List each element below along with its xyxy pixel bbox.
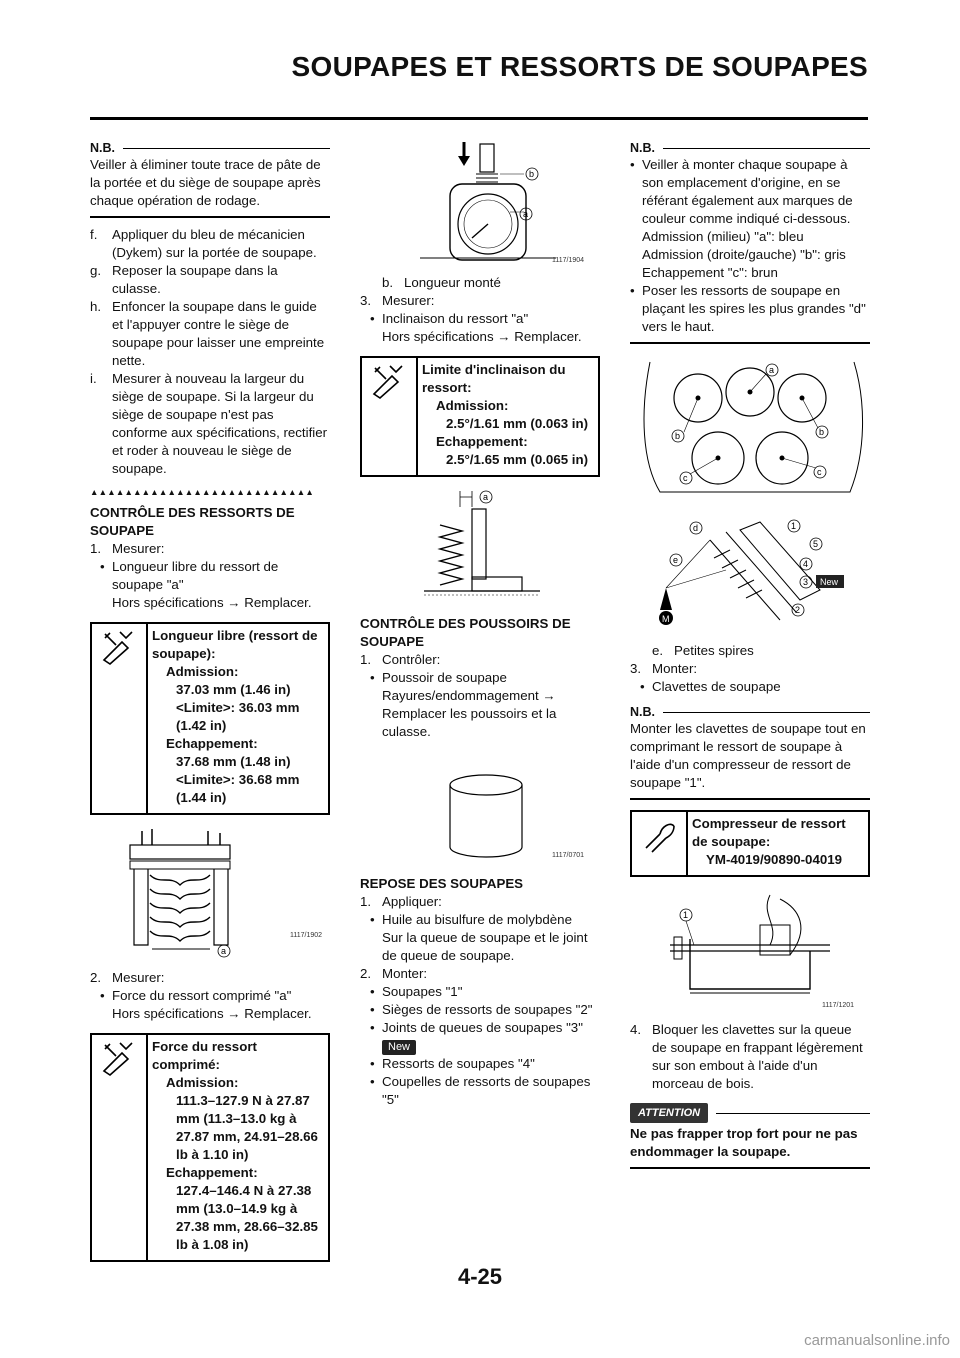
fig1-label-a: a <box>221 946 227 956</box>
svg-text:d: d <box>693 523 699 533</box>
svg-text:c: c <box>683 473 688 483</box>
out-of-spec-1: Hors spécifications → Remplacer. <box>112 595 312 610</box>
spec-compressed-force: Force du ressort comprimé: Admission: 111.3–127.9 N à 27.87 mm (11.3–13.0 kg à 27.87 mm, 24.91–28.66 lb à 1.10 in) Echappement: 127.4–146.4 N à 27.38 mm (13.0–14.9 kg à 27.38 mm, 28.66–32.85 lb à 1.08 in) <box>90 1033 330 1262</box>
wrench-icon <box>92 624 148 813</box>
install-2: 2. Monter: <box>360 966 428 981</box>
column-right <box>630 140 870 1169</box>
step-h: h. Enfoncer la soupape dans le guide et l'appuyer contre le siège de soupape pour laisser une empreinte nette. <box>90 299 325 368</box>
spec-free-length: Longueur libre (ressort de soupape): Admission: 37.03 mm (1.46 in) <Limite>: 36.03 mm (1.42 in) Echappement: 37.68 mm (1.48 in) <Limite>: 36.68 mm (1.44 in) <box>90 622 330 815</box>
svg-text:1: 1 <box>683 910 689 920</box>
bullet-tilt: • Inclinaison du ressort "a" <box>370 311 529 326</box>
caution-badge: ATTENTION <box>630 1103 708 1123</box>
out-of-spec-3: Hors spécifications → Remplacer. <box>382 329 582 344</box>
fig2-code: 1117/1904 <box>552 257 585 264</box>
install-3: 3. Monter: <box>630 661 698 676</box>
apply-1: 1. Appliquer: <box>360 894 442 909</box>
svg-text:b: b <box>675 431 681 441</box>
valve-assembly-figure <box>630 510 870 634</box>
bullet-stem-seals: • Joints de queues de soupapes "3" New <box>370 1020 583 1053</box>
bullet-valves: • Soupapes "1" <box>370 984 463 999</box>
fig-label-b: b <box>529 169 535 179</box>
svg-text:5: 5 <box>813 539 819 549</box>
column-middle <box>360 140 600 1109</box>
measure-3: 3. Mesurer: <box>360 293 435 308</box>
out-of-spec-2: Hors spécifications → Remplacer. <box>112 1006 312 1021</box>
lifter-figure <box>360 749 600 867</box>
nb-label: N.B. <box>90 141 115 155</box>
compressor-figure <box>630 885 870 1013</box>
lifter-detail: Rayures/endommagement → Remplacer les poussoirs et la culasse. <box>382 688 557 739</box>
svg-text:b: b <box>819 427 825 437</box>
svg-text:2: 2 <box>795 605 801 615</box>
moly-oil-detail: Sur la queue de soupape et le joint de queue de soupape. <box>382 930 588 963</box>
nb-note <box>90 140 330 218</box>
step-g: g. Reposer la soupape dans la culasse. <box>90 263 278 296</box>
cylinder-head-figure <box>630 352 870 502</box>
caliper-figure <box>90 823 330 961</box>
bullet-compressed-force: • Force du ressort comprimé "a" <box>100 988 292 1003</box>
nb-note-3: N.B. Monter les clavettes de soupape tout en comprimant le ressort de soupape à l'aide d'un compresseur de ressort de soupape "1". <box>630 704 870 800</box>
wrench-icon <box>362 358 418 475</box>
page-number: 4-25 <box>457 1264 503 1289</box>
caution-text: Ne pas frapper trop fort pour ne pas endommager la soupape. <box>630 1125 870 1169</box>
caption-b: b. Longueur monté <box>382 275 501 290</box>
measure-1: 1. Mesurer: <box>90 541 165 556</box>
watermark: carmanualsonline.info <box>804 1332 950 1349</box>
page-title: SOUPAPES ET RESSORTS DE SOUPAPES <box>291 51 868 82</box>
step-i: i. Mesurer à nouveau la largeur du siège de soupape. Si la largeur du siège de soupape n'est pas conforme aux spécifications, rectifier et roder à nouveau le siège de soupape. <box>90 371 328 476</box>
svg-text:M: M <box>662 614 670 624</box>
bullet-lifter: • Poussoir de soupape <box>370 670 507 685</box>
bullet-cotters: • Clavettes de soupape <box>640 679 781 694</box>
bullet-springs: • Ressorts de soupapes "4" <box>370 1056 535 1071</box>
tool-icon <box>632 812 688 875</box>
step-4: 4. Bloquer les clavettes sur la queue de soupape en frappant légèrement sur son embout à l'aide d'un morceau de bois. <box>630 1022 863 1091</box>
measure-2: 2. Mesurer: <box>90 970 165 985</box>
new-badge: New <box>382 1040 416 1055</box>
end-marker: ▲▲▲▲▲▲▲▲▲▲▲▲▲▲▲▲▲▲▲▲▲▲▲▲▲▲ <box>90 487 314 497</box>
lifter-code: 1117/0701 <box>552 852 585 859</box>
nb-note-2: N.B. • Veiller à monter chaque soupape à son emplacement d'origine, en se référant également aux marques de couleur comme indiqué ci-dessous. Admission (milieu) "a": bleu Admission (droite/gauche) "b": gris Echappement "c": brun • Poser les ressorts de soupape en plaçant les spires les plus grandes "d" vers le haut. <box>630 140 870 344</box>
bullet-spring-seats: • Sièges de ressorts de soupapes "2" <box>370 1002 593 1017</box>
nb-text: Veiller à éliminer toute trace de pâte de la portée et du siège de soupape après chaque opération de rodage. <box>90 156 330 218</box>
svg-text:c: c <box>817 467 822 477</box>
bullet-retainers: • Coupelles de ressorts de soupapes "5" <box>370 1074 591 1107</box>
check-1: 1. Contrôler: <box>360 652 441 667</box>
spec-tilt-limit: Limite d'inclinaison du ressort: Admission: 2.5°/1.61 mm (0.063 in) Echappement: 2.5°/1.65 mm (0.065 in) <box>360 356 600 477</box>
svg-text:1: 1 <box>791 521 797 531</box>
wrench-icon <box>92 1035 148 1260</box>
caption-e: e. Petites spires <box>652 643 754 658</box>
tilt-label-a: a <box>483 492 489 502</box>
column-left <box>90 140 330 1270</box>
step-f: f. Appliquer du bleu de mécanicien (Dykem) sur la portée de soupape. <box>90 227 317 260</box>
svg-text:3: 3 <box>803 577 809 587</box>
fig-label-a: a <box>523 209 529 219</box>
section-title-lifters: CONTRÔLE DES POUSSOIRS DE SOUPAPE <box>360 616 571 649</box>
bullet-moly-oil: • Huile au bisulfure de molybdène <box>370 912 572 927</box>
svg-text:4: 4 <box>803 559 809 569</box>
compressor-code: 1117/1201 <box>822 1002 855 1009</box>
section-title-install: REPOSE DES SOUPAPES <box>360 876 524 891</box>
svg-text:e: e <box>673 555 679 565</box>
section-title-springs: CONTRÔLE DES RESSORTS DE SOUPAPE <box>90 505 295 538</box>
title-rule <box>90 117 868 120</box>
svg-text:a: a <box>769 365 775 375</box>
caution-header <box>630 1103 870 1123</box>
bullet-free-length: • Longueur libre du ressort de soupape "a" <box>100 559 279 592</box>
svg-text:New: New <box>820 577 839 587</box>
spec-compressor-tool: Compresseur de ressort de soupape: YM-4019/90890-04019 <box>630 810 870 877</box>
fig1-code: 1117/1902 <box>290 932 323 939</box>
spring-scale-figure <box>360 140 600 266</box>
spring-tilt-figure <box>360 485 600 607</box>
